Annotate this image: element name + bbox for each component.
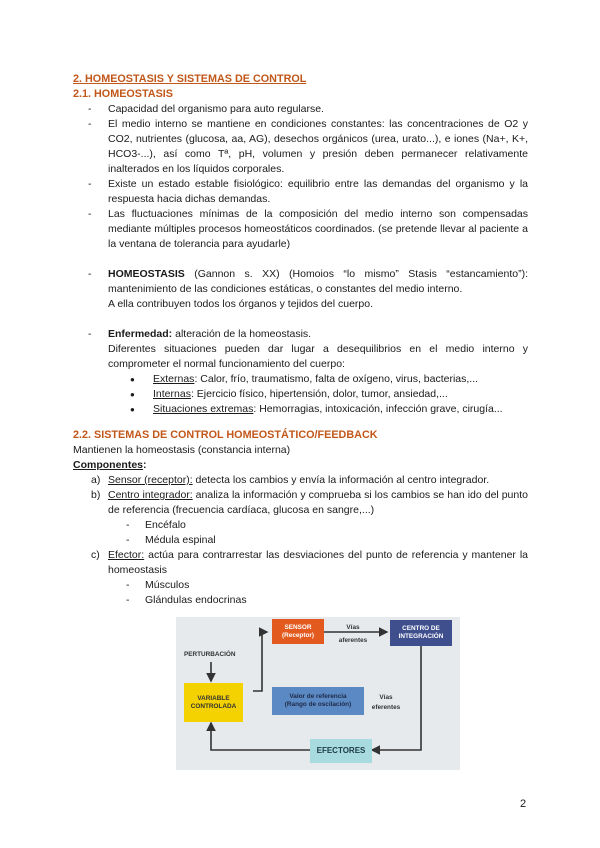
list-item: - Las fluctuaciones mínimas de la composición del medio interno son compensadas mediante múltiples procesos homeostáticos coordinados. (se pretende llevar al paciente a la ventana de tolerancia para ayudarle) [73,207,528,252]
feedback-diagram [176,617,460,770]
definition-line: Diferentes situaciones pueden dar lugar a desequilibrios en el medio interno y comprometer el normal funcionamiento del cuerpo: [108,343,528,370]
components-list [73,473,528,608]
sensor-box: SENSOR (Receptor) [272,619,324,644]
situations-list [108,372,528,417]
sub-item: - Médula espinal [108,533,528,548]
homeostasis-list [73,102,528,252]
perturbation-label: PERTURBACIÓN [184,651,236,658]
section-heading: 2. HOMEOSTASIS Y SISTEMAS DE CONTROL [73,73,307,85]
page-number: 2 [520,798,527,810]
sub-item: - Músculos [108,578,528,593]
list-item: ● Situaciones extremas: Hemorragias, intoxicación, infección grave, cirugía... [108,402,528,417]
definition-text: alteración de la homeostasis. [172,328,312,340]
reference-value-box: Valor de referencia (Rango de oscilación) [272,687,364,715]
integration-center-box: CENTRO DE INTEGRACIÓN [390,620,452,646]
list-item: - El medio interno se mantiene en condiciones constantes: las concentraciones de O2 y CO2, nutrientes (glucosa, aa, AG), desechos orgánicos (urea, urato...), e iones (Na+, K+, HCO3-...), así como Tª, pH, volumen y presión deben permanecer relativamente inalterados en los líquidos corporales. [73,117,528,177]
section-intro: Mantienen la homeostasis (constancia interna) [73,444,291,456]
subsection-title-homeostasis: 2.1. HOMEOSTASIS [73,88,173,100]
list-item: - Capacidad del organismo para auto regularse. [73,102,528,117]
definition-term: HOMEOSTASIS [108,268,185,280]
homeostasis-definition [73,267,528,312]
sub-item: - Glándulas endocrinas [108,593,528,608]
list-item: - Existe un estado estable fisiológico: equilibrio entre las demandas del organismo y la respuesta hacia dichas demandas. [73,177,528,207]
efferent-label: Vías eferentes [371,694,401,711]
effectors-box: EFECTORES [310,739,372,763]
list-item: c) Efector: actúa para contrarrestar las desviaciones del punto de referencia y mantener la homeostasis - Músculos - Glándulas endocrinas [73,548,528,608]
sub-item: - Encéfalo [108,518,528,533]
document-body: 2. HOMEOSTASIS Y SISTEMAS DE CONTROL 2.1. HOMEOSTASIS - Capacidad del organismo para auto regularse. - El medio interno se mantiene en condiciones constantes: las concentraciones de O2 y CO2, nutrientes (glucosa, aa, AG), desechos orgánicos (urea, urato...), e iones (Na+, K+, HCO3-...), así como Tª, pH, volumen y presión deben permanecer relativamente inalterados en los líquidos corporales. - Existe un estado estable fisiológico: equilibrio entre las demandas del organismo y la respuesta hacia dichas demandas. - Las fluctuaciones mínimas de la composición del medio interno son compensadas mediante múltiples procesos homeostáticos coordinados. (se pretende llevar al paciente a la ventana de tolerancia para ayudarle) - HOMEOSTASIS (Gannon s. XX) (Homoios “lo mismo” Stasis “estancamiento”): mantenimiento de las condiciones estáticas, o constantes del medio interno. A ella contribuyen todos los órganos y tejidos del cuerpo. - Enfermedad: alteración de la homeostasis. Diferentes situaciones pueden dar lugar a desequilibrios en el medio interno y comprometer el normal funcionamiento del cuerpo: ● Externas: Calor, frío, traumatismo, falta de oxígeno, virus, bacterias,... ● Internas: Ejercicio físico, hipertensión, dolor, tumor, ansiedad,... ● Situaciones extremas: Hemorragias, intoxicación, infección grave, cirugía... 2.2. SISTEMAS DE CONTROL HOMEOSTÁTICO/FEEDBACK Mantienen la homeostasis (constancia interna) Componentes: a) Sensor (receptor): detecta los cambios y envía la información al centro integrador. b) Centro integrador: analiza la información y comprueba si los cambios se han ido del punto de referencia (frecuencia cardíaca, glucosa en sangre,...) - Encéfalo - Médula espinal c) Efector: actúa para contrarrestar las desviaciones del punto de referencia y mantener la homeostasis - Músculos - Glándulas endocrinas [73,72,528,608]
list-item: b) Centro integrador: analiza la información y comprueba si los cambios se han ido del punto de referencia (frecuencia cardíaca, glucosa en sangre,...) - Encéfalo - Médula espinal [73,488,528,548]
list-item: ● Externas: Calor, frío, traumatismo, falta de oxígeno, virus, bacterias,... [108,372,528,387]
enfermedad-definition [73,327,528,417]
definition-text: (Gannon s. XX) (Homoios “lo mismo” Stasis “estancamiento”): mantenimiento de las condiciones estáticas, o constantes del medio interno. [108,268,528,295]
components-heading: Componentes [73,459,144,471]
list-item: a) Sensor (receptor): detecta los cambios y envía la información al centro integrador. [91,474,490,486]
definition-line: A ella contribuyen todos los órganos y tejidos del cuerpo. [108,298,373,310]
controlled-variable-box: VARIABLE CONTROLADA [184,683,243,722]
definition-term: Enfermedad: [108,328,173,340]
afferent-label: Vías aferentes [338,624,368,644]
subsection-title-control: 2.2. SISTEMAS DE CONTROL HOMEOSTÁTICO/FEEDBACK [73,429,378,441]
list-item: ● Internas: Ejercicio físico, hipertensión, dolor, tumor, ansiedad,... [108,387,528,402]
